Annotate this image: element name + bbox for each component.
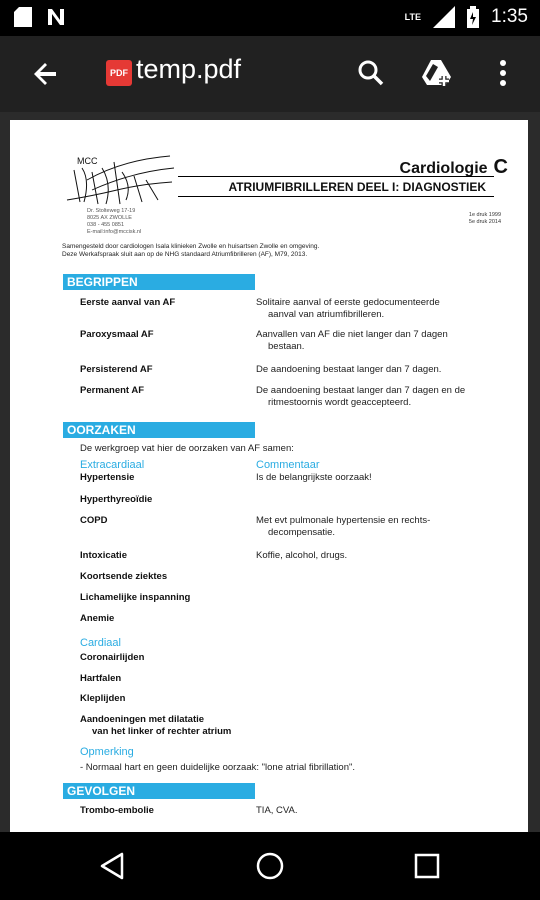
- term-label: Eerste aanval van AF: [80, 297, 176, 308]
- doc-heading-text: Cardiologie: [399, 160, 488, 177]
- subheading-cardiaal: Cardiaal: [80, 637, 121, 649]
- desc-line: Met evt pulmonale hypertensie en rechts-: [256, 515, 431, 526]
- pdf-file-icon: PDF: [106, 60, 132, 86]
- document-title: temp.pdf: [136, 54, 242, 84]
- pdf-viewer[interactable]: [0, 112, 540, 832]
- edition-line: 1e druk 1999: [468, 212, 501, 218]
- overflow-menu-icon[interactable]: [486, 56, 520, 90]
- cause-label: Anemie: [80, 613, 115, 624]
- intro-text: [62, 243, 319, 259]
- consequence-desc: TIA, CVA.: [256, 805, 298, 816]
- nav-back-icon[interactable]: [98, 850, 130, 882]
- intro-line: Samengesteld door cardiologen Isala klinieken Zwolle en huisartsen Zwolle en omgeving.: [62, 243, 320, 250]
- desc-line: Aanvallen van AF die niet langer dan 7 dagen: [256, 329, 448, 340]
- consequence-label: Trombo-embolie: [80, 805, 154, 816]
- cause-label: Lichamelijke inspanning: [80, 592, 191, 603]
- signal-icon: [433, 6, 455, 28]
- mcc-signature-logo: [62, 150, 177, 212]
- cause-label: Coronairlijden: [80, 652, 145, 663]
- cause-label: Kleplijden: [80, 693, 126, 704]
- navigation-bar: [0, 832, 540, 900]
- desc-line: Solitaire aanval of eerste gedocumenteerde: [256, 297, 440, 308]
- subheading-extracardiaal: Extracardiaal: [80, 459, 145, 471]
- term-desc: [256, 364, 506, 376]
- address-line: 038 - 455 0851: [87, 222, 125, 228]
- cause-comment: Is de belangrijkste oorzaak!: [256, 472, 372, 483]
- nav-home-icon[interactable]: [254, 850, 286, 882]
- edition-line: 5e druk 2014: [468, 219, 501, 225]
- address-block: [87, 208, 141, 236]
- intro-line: Deze Werkafspraak sluit aan op de NHG standaard Atriumfibrilleren (AF), M79, 2013.: [62, 251, 308, 258]
- desc-line: bestaan.: [268, 341, 305, 352]
- term-desc: [256, 329, 506, 353]
- desc-line: De aandoening bestaat langer dan 7 dagen en de: [256, 385, 466, 396]
- nav-recents-icon[interactable]: [411, 850, 443, 882]
- n-notification-icon: [46, 7, 66, 27]
- cause-comment: [256, 515, 506, 539]
- desc-line: ritmestoornis wordt geaccepteerd.: [268, 397, 412, 408]
- edition-dates: [469, 212, 501, 226]
- label-line: van het linker of rechter atrium: [92, 726, 232, 737]
- section-oorzaken: OORZAKEN: [63, 422, 255, 438]
- cause-label: Hypertensie: [80, 472, 135, 483]
- cause-label: [80, 714, 231, 738]
- app-bar: [0, 36, 540, 112]
- subheading-opmerking: Opmerking: [80, 746, 134, 758]
- status-bar: [0, 0, 540, 36]
- term-label: Permanent AF: [80, 385, 145, 396]
- desc-line: aanval van atriumfibrilleren.: [268, 309, 385, 320]
- term-label: Paroxysmaal AF: [80, 329, 154, 340]
- cause-label: COPD: [80, 515, 108, 526]
- sd-card-icon: [14, 7, 32, 27]
- opmerking-text: - Normaal hart en geen duidelijke oorzaak: "lone atrial fibrillation".: [80, 762, 355, 773]
- doc-subtitle: ATRIUMFIBRILLEREN DEEL I: DIAGNOSTIEK: [178, 176, 494, 197]
- cause-label: Hyperthyreoïdie: [80, 494, 153, 505]
- clock: 1:35: [491, 6, 528, 27]
- section-gevolgen: GEVOLGEN: [63, 783, 255, 799]
- address-line: 8025 AX ZWOLLE: [87, 215, 132, 221]
- lte-label: LTE: [404, 12, 422, 22]
- oorzaken-intro: De werkgroep vat hier de oorzaken van AF samen:: [80, 443, 294, 454]
- pdf-page[interactable]: [10, 120, 528, 832]
- add-to-drive-icon[interactable]: [420, 56, 454, 90]
- logo-mcc-text: MCC: [77, 156, 98, 166]
- term-label: Persisterend AF: [80, 364, 153, 375]
- term-desc: [256, 297, 506, 321]
- section-begrippen: BEGRIPPEN: [63, 274, 255, 290]
- desc-line: decompensatie.: [268, 527, 336, 538]
- term-desc: [256, 385, 506, 409]
- battery-icon: [467, 6, 479, 28]
- subheading-commentaar: Commentaar: [256, 459, 320, 471]
- cause-label: Hartfalen: [80, 673, 122, 684]
- doc-heading-letter: C: [493, 156, 508, 178]
- address-line: E-mail:info@mccisk.nl: [87, 229, 142, 235]
- address-line: Dr. Stolteweg 17-19: [87, 208, 136, 214]
- label-line: Aandoeningen met dilatatie: [80, 714, 205, 725]
- cause-label: Koortsende ziektes: [80, 571, 168, 582]
- cause-label: Intoxicatie: [80, 550, 127, 561]
- search-icon[interactable]: [354, 56, 388, 90]
- cause-comment: Koffie, alcohol, drugs.: [256, 550, 348, 561]
- desc-line: De aandoening bestaat langer dan 7 dagen.: [256, 364, 442, 375]
- back-arrow-icon[interactable]: [30, 58, 62, 90]
